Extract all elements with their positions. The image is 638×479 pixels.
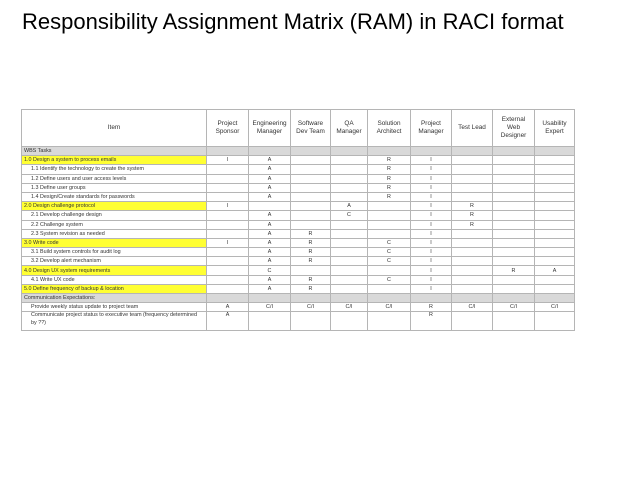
raci-cell: A <box>249 165 291 174</box>
raci-cell <box>452 257 493 266</box>
raci-cell <box>207 220 249 229</box>
raci-cell <box>207 147 249 156</box>
raci-cell: R <box>291 284 331 293</box>
item-cell: 2.0 Design challenge protocol <box>22 202 207 211</box>
raci-cell <box>493 192 535 201</box>
raci-cell <box>331 312 368 331</box>
subtask-row <box>22 220 575 229</box>
raci-cell <box>452 156 493 165</box>
raci-cell <box>493 165 535 174</box>
raci-cell: I <box>411 238 452 247</box>
raci-cell <box>368 220 411 229</box>
raci-cell <box>493 294 535 303</box>
raci-cell: A <box>331 202 368 211</box>
raci-cell: C/I <box>368 303 411 312</box>
raci-cell <box>452 284 493 293</box>
raci-cell <box>368 229 411 238</box>
raci-cell <box>207 294 249 303</box>
raci-cell: C <box>249 266 291 275</box>
raci-cell: A <box>249 220 291 229</box>
raci-cell: R <box>493 266 535 275</box>
raci-cell <box>331 257 368 266</box>
raci-cell <box>331 183 368 192</box>
subtask-row <box>22 312 575 331</box>
raci-cell <box>535 202 575 211</box>
raci-cell <box>291 183 331 192</box>
raci-cell: I <box>207 238 249 247</box>
raci-cell: C <box>331 211 368 220</box>
raci-cell <box>493 156 535 165</box>
raci-cell <box>452 229 493 238</box>
matrix-body <box>22 147 575 331</box>
raci-cell <box>331 238 368 247</box>
raci-cell <box>331 275 368 284</box>
slide-title: Responsibility Assignment Matrix (RAM) in RACI format <box>22 9 564 34</box>
item-cell: 1.3 Define user groups <box>22 183 207 192</box>
column-header-role: Project Manager <box>411 110 452 147</box>
raci-cell <box>493 147 535 156</box>
subtask-row <box>22 165 575 174</box>
item-cell: 4.0 Design UX system requirements <box>22 266 207 275</box>
raci-cell: I <box>411 220 452 229</box>
raci-cell: A <box>249 248 291 257</box>
raci-cell <box>291 174 331 183</box>
section-row <box>22 147 575 156</box>
raci-cell <box>535 238 575 247</box>
raci-cell: R <box>291 229 331 238</box>
column-header-role: Solution Architect <box>368 110 411 147</box>
raci-cell <box>249 147 291 156</box>
raci-cell: C/I <box>331 303 368 312</box>
raci-cell <box>331 294 368 303</box>
task-row <box>22 156 575 165</box>
task-row <box>22 202 575 211</box>
raci-cell: A <box>249 284 291 293</box>
raci-cell <box>331 156 368 165</box>
raci-cell <box>291 266 331 275</box>
raci-cell <box>535 275 575 284</box>
raci-cell: A <box>249 275 291 284</box>
raci-cell <box>535 165 575 174</box>
raci-cell: I <box>411 174 452 183</box>
item-cell: Communicate project status to executive team (frequency determined by ??) <box>22 312 207 331</box>
raci-cell <box>207 284 249 293</box>
raci-cell <box>291 165 331 174</box>
subtask-row <box>22 303 575 312</box>
raci-cell <box>452 248 493 257</box>
raci-cell <box>207 229 249 238</box>
raci-cell <box>493 275 535 284</box>
raci-cell <box>207 275 249 284</box>
item-cell: 4.1 Write UX code <box>22 275 207 284</box>
raci-cell <box>331 220 368 229</box>
raci-cell <box>331 229 368 238</box>
item-cell: 2.2 Challenge system <box>22 220 207 229</box>
column-header-role: Test Lead <box>452 110 493 147</box>
raci-cell: I <box>411 257 452 266</box>
raci-cell: C/I <box>291 303 331 312</box>
raci-cell <box>493 312 535 331</box>
raci-cell <box>207 248 249 257</box>
raci-cell: R <box>368 183 411 192</box>
raci-cell: I <box>411 211 452 220</box>
raci-cell <box>207 257 249 266</box>
raci-cell: C/I <box>493 303 535 312</box>
item-cell: 1.1 Identify the technology to create the system <box>22 165 207 174</box>
raci-cell: I <box>411 192 452 201</box>
raci-cell <box>535 229 575 238</box>
raci-cell <box>493 183 535 192</box>
raci-cell: A <box>249 238 291 247</box>
raci-cell <box>291 156 331 165</box>
item-cell: 2.1 Develop challenge design <box>22 211 207 220</box>
column-header-role: External Web Designer <box>493 110 535 147</box>
raci-cell <box>331 174 368 183</box>
raci-cell: A <box>207 312 249 331</box>
raci-cell <box>207 165 249 174</box>
raci-cell <box>291 202 331 211</box>
raci-cell <box>493 229 535 238</box>
raci-cell: R <box>368 192 411 201</box>
raci-cell <box>493 174 535 183</box>
raci-cell <box>207 183 249 192</box>
column-header-role: Project Sponsor <box>207 110 249 147</box>
raci-cell: R <box>452 202 493 211</box>
subtask-row <box>22 192 575 201</box>
task-row <box>22 238 575 247</box>
task-row <box>22 266 575 275</box>
item-cell: Provide weekly status update to project team <box>22 303 207 312</box>
raci-cell <box>207 211 249 220</box>
raci-cell: A <box>207 303 249 312</box>
column-header-role: QA Manager <box>331 110 368 147</box>
raci-cell: R <box>368 165 411 174</box>
raci-cell <box>411 147 452 156</box>
raci-cell <box>368 202 411 211</box>
raci-cell <box>535 174 575 183</box>
raci-cell: R <box>368 156 411 165</box>
raci-cell <box>493 257 535 266</box>
raci-cell: A <box>535 266 575 275</box>
column-header-role: Usability Expert <box>535 110 575 147</box>
item-cell: WBS Tasks <box>22 147 207 156</box>
raci-cell <box>452 275 493 284</box>
raci-cell: I <box>411 183 452 192</box>
item-cell: 1.2 Define users and user access levels <box>22 174 207 183</box>
item-cell: 2.3 System revision as needed <box>22 229 207 238</box>
raci-cell <box>207 266 249 275</box>
raci-cell <box>452 147 493 156</box>
raci-cell <box>493 202 535 211</box>
raci-cell <box>331 248 368 257</box>
raci-cell <box>411 294 452 303</box>
raci-cell <box>207 174 249 183</box>
raci-cell <box>368 294 411 303</box>
item-cell: Communication Expectations: <box>22 294 207 303</box>
raci-cell: I <box>411 275 452 284</box>
raci-cell: C/I <box>535 303 575 312</box>
raci-cell <box>535 211 575 220</box>
raci-cell: I <box>207 156 249 165</box>
raci-cell: A <box>249 257 291 266</box>
raci-cell <box>535 257 575 266</box>
raci-cell: R <box>291 257 331 266</box>
raci-cell: C <box>368 248 411 257</box>
item-cell: 1.4 Design/Create standards for passwords <box>22 192 207 201</box>
raci-cell: R <box>411 303 452 312</box>
item-cell: 1.0 Design a system to process emails <box>22 156 207 165</box>
raci-cell <box>291 192 331 201</box>
raci-cell <box>452 192 493 201</box>
raci-cell <box>368 266 411 275</box>
raci-cell: I <box>411 156 452 165</box>
raci-cell <box>452 312 493 331</box>
raci-cell <box>535 192 575 201</box>
raci-cell <box>207 192 249 201</box>
raci-cell <box>452 183 493 192</box>
raci-cell: I <box>411 248 452 257</box>
raci-cell: R <box>411 312 452 331</box>
raci-cell <box>535 248 575 257</box>
raci-cell <box>249 312 291 331</box>
raci-cell: R <box>368 174 411 183</box>
subtask-row <box>22 183 575 192</box>
raci-cell: A <box>249 211 291 220</box>
raci-cell <box>291 211 331 220</box>
item-cell: 3.2 Develop alert mechanism <box>22 257 207 266</box>
subtask-row <box>22 257 575 266</box>
header-row <box>22 110 575 147</box>
subtask-row <box>22 248 575 257</box>
raci-cell <box>331 147 368 156</box>
raci-cell <box>368 284 411 293</box>
raci-cell <box>331 266 368 275</box>
raci-cell <box>452 238 493 247</box>
raci-cell <box>535 312 575 331</box>
raci-cell: R <box>291 238 331 247</box>
raci-cell <box>331 192 368 201</box>
raci-cell <box>493 211 535 220</box>
task-row <box>22 284 575 293</box>
column-header-role: Software Dev Team <box>291 110 331 147</box>
raci-cell: R <box>291 275 331 284</box>
raci-cell <box>535 284 575 293</box>
raci-cell: I <box>411 229 452 238</box>
raci-cell: I <box>411 284 452 293</box>
item-cell: 3.1 Build system controls for audit log <box>22 248 207 257</box>
raci-cell <box>291 294 331 303</box>
raci-cell <box>493 238 535 247</box>
raci-cell: C/I <box>249 303 291 312</box>
raci-cell: R <box>452 220 493 229</box>
raci-cell: A <box>249 192 291 201</box>
raci-cell: I <box>411 266 452 275</box>
raci-cell <box>249 294 291 303</box>
subtask-row <box>22 211 575 220</box>
raci-cell <box>493 248 535 257</box>
raci-cell <box>452 294 493 303</box>
subtask-row <box>22 229 575 238</box>
item-cell: 5.0 Define frequency of backup & location <box>22 284 207 293</box>
raci-cell: R <box>291 248 331 257</box>
raci-matrix-table <box>21 109 575 331</box>
raci-cell <box>368 147 411 156</box>
raci-cell <box>452 266 493 275</box>
raci-cell <box>249 202 291 211</box>
raci-cell <box>368 211 411 220</box>
item-cell: 3.0 Write code <box>22 238 207 247</box>
raci-cell <box>452 174 493 183</box>
raci-cell: A <box>249 229 291 238</box>
raci-cell <box>535 147 575 156</box>
raci-cell <box>291 220 331 229</box>
raci-cell: I <box>411 202 452 211</box>
raci-cell: C <box>368 275 411 284</box>
column-header-item: Item <box>22 110 207 147</box>
raci-cell <box>535 183 575 192</box>
raci-cell: C <box>368 238 411 247</box>
raci-cell <box>493 284 535 293</box>
column-header-role: Engineering Manager <box>249 110 291 147</box>
raci-cell <box>291 312 331 331</box>
raci-cell: A <box>249 156 291 165</box>
raci-cell <box>452 165 493 174</box>
subtask-row <box>22 174 575 183</box>
raci-cell: I <box>411 165 452 174</box>
raci-cell: I <box>207 202 249 211</box>
raci-cell <box>535 294 575 303</box>
raci-cell: A <box>249 183 291 192</box>
section-row <box>22 294 575 303</box>
raci-cell <box>331 284 368 293</box>
raci-cell <box>535 156 575 165</box>
subtask-row <box>22 275 575 284</box>
raci-cell: A <box>249 174 291 183</box>
raci-cell: C <box>368 257 411 266</box>
raci-cell: R <box>452 211 493 220</box>
raci-cell <box>331 165 368 174</box>
raci-cell: C/I <box>452 303 493 312</box>
raci-cell <box>493 220 535 229</box>
raci-cell <box>368 312 411 331</box>
raci-cell <box>535 220 575 229</box>
raci-cell <box>291 147 331 156</box>
